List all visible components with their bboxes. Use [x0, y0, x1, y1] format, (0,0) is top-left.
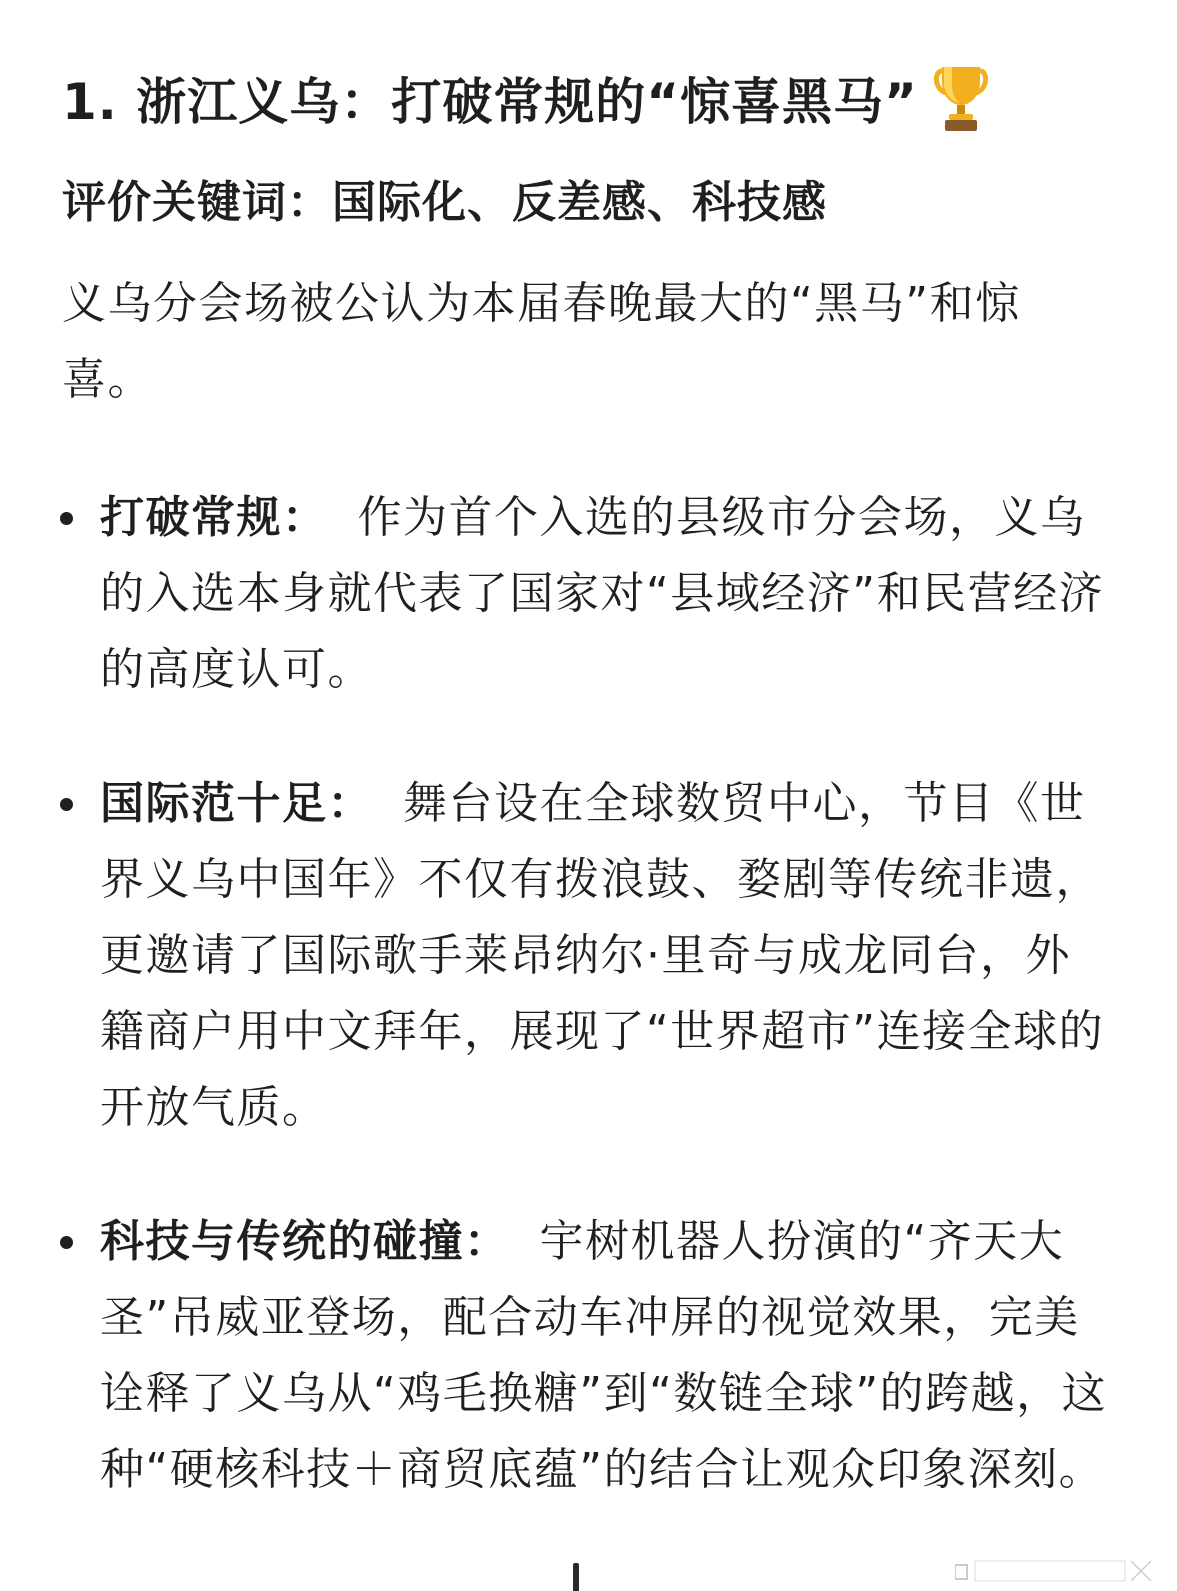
list-item	[62, 766, 1110, 1146]
article-section	[62, 62, 1122, 1566]
bullet-dot	[60, 512, 73, 525]
section-heading	[62, 62, 1122, 142]
bullet-term: 打破常规：	[100, 492, 328, 543]
trophy-icon	[932, 63, 990, 133]
watermark-mark	[955, 1555, 1155, 1585]
text-cursor-mark	[573, 1563, 579, 1591]
intro-paragraph: 义乌分会场被公认为本届春晚最大的“黑马”和惊喜。	[62, 278, 1021, 405]
heading-text: 1. 浙江义乌：打破常规的“惊喜黑马”	[62, 73, 918, 131]
bullet-text: 舞台设在全球数贸中心，节目《世界义乌中国年》不仅有拨浪鼓、婺剧等传统非遗，更邀请了国际歌手莱昂纳尔·里奇与成龙同台，外籍商户用中文拜年，展现了“世界超市”连接全球的开放气质。	[100, 778, 1105, 1133]
bullet-text: 作为首个入选的县级市分会场，义乌的入选本身就代表了国家对“县域经济”和民营经济的高度认可。	[100, 492, 1105, 695]
bullet-text: 宇树机器人扮演的“齐天大圣”吊威亚登场，配合动车冲屏的视觉效果，完美诠释了义乌从“鸡毛换糖”到“数链全球”的跨越，这种“硬核科技＋商贸底蕴”的结合让观众印象深刻。	[100, 1216, 1108, 1495]
bullet-term: 科技与传统的碰撞：	[100, 1216, 510, 1267]
list-item	[62, 1204, 1110, 1508]
keywords-line: 评价关键词：国际化、反差感、科技感	[62, 177, 827, 228]
bullet-term: 国际范十足：	[100, 778, 373, 829]
bullet-list	[62, 480, 1122, 1508]
bullet-dot	[60, 798, 73, 811]
bullet-dot	[60, 1236, 73, 1249]
list-item	[62, 480, 1110, 708]
